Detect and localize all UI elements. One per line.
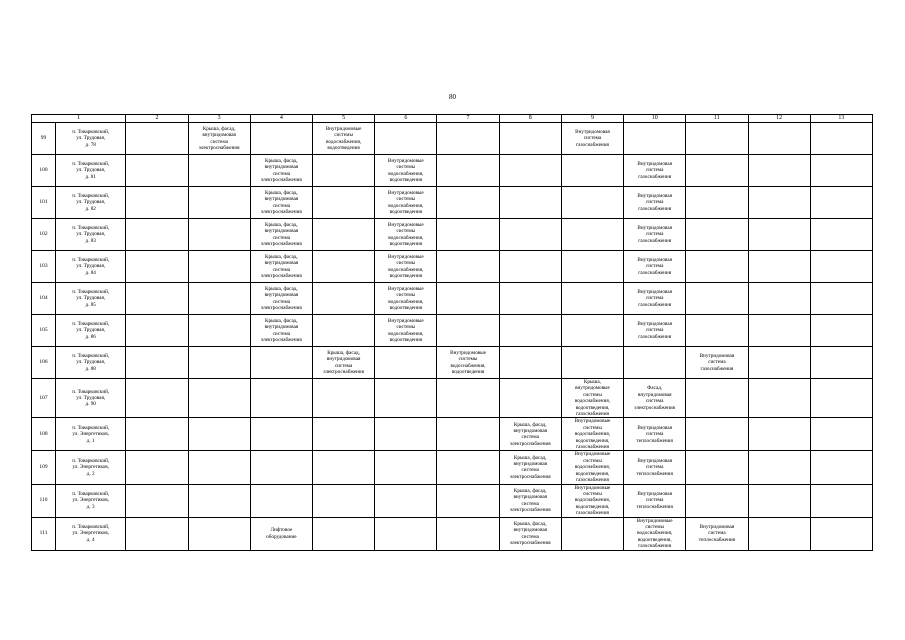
column-number-header: 4 <box>250 115 312 123</box>
work-type-cell <box>748 187 810 219</box>
column-number-header: 10 <box>624 115 686 123</box>
work-type-cell: Крыша, фасад, внутридомовая система электроснабжения <box>499 484 561 517</box>
table-body <box>32 115 873 551</box>
work-type-cell: Внутридомовые системы водоснабжения, водоотведения, газоснабжения <box>624 517 686 550</box>
work-type-cell <box>748 315 810 347</box>
work-type-cell: Внутридомовая система газоснабжения <box>624 283 686 315</box>
work-type-cell <box>250 418 312 451</box>
work-type-cell <box>810 283 872 315</box>
work-type-cell <box>748 418 810 451</box>
work-type-cell <box>312 251 374 283</box>
work-type-cell <box>437 283 499 315</box>
work-type-cell <box>561 283 623 315</box>
work-type-cell <box>312 451 374 484</box>
work-type-cell <box>437 484 499 517</box>
work-type-cell <box>126 484 188 517</box>
work-type-cell: Крыша, фасад, внутридомовая система электроснабжения <box>250 283 312 315</box>
table-row <box>32 219 873 251</box>
work-type-cell <box>810 187 872 219</box>
work-type-cell <box>561 517 623 550</box>
column-number-header: 11 <box>686 115 748 123</box>
work-type-cell <box>499 283 561 315</box>
work-type-cell <box>810 315 872 347</box>
work-type-cell: Крыша, фасад, внутридомовая система электроснабжения <box>188 123 250 155</box>
table-row <box>32 347 873 379</box>
work-type-cell <box>748 484 810 517</box>
table-row <box>32 315 873 347</box>
work-type-cell <box>748 251 810 283</box>
row-number-cell: 101 <box>32 187 56 219</box>
work-type-cell: Крыша, фасад, внутридомовая система электроснабжения <box>250 155 312 187</box>
work-type-cell: Внутридомовые системы водоснабжения, водоотведения <box>375 283 437 315</box>
work-type-cell <box>499 379 561 418</box>
work-type-cell <box>748 123 810 155</box>
work-type-cell <box>686 123 748 155</box>
work-type-cell <box>686 451 748 484</box>
address-cell: п. Товарковский, ул. Трудовая, д. 84 <box>56 251 126 283</box>
work-type-cell <box>126 418 188 451</box>
row-number-cell: 100 <box>32 155 56 187</box>
work-type-cell: Крыша, фасад, внутридомовая система электроснабжения <box>499 418 561 451</box>
work-type-cell <box>126 451 188 484</box>
work-type-cell <box>312 517 374 550</box>
work-type-cell: Внутридомовая система теплоснабжения <box>686 517 748 550</box>
table-row <box>32 123 873 155</box>
address-cell: п. Товарковский, ул. Энергетиков, д. 3 <box>56 484 126 517</box>
work-type-cell: Крыша, внутридомовые системы водоснабжения, водоотведения, газоснабжения <box>561 379 623 418</box>
page-number: 80 <box>449 93 456 101</box>
work-type-cell <box>499 219 561 251</box>
work-type-cell <box>126 187 188 219</box>
row-number-cell: 107 <box>32 379 56 418</box>
work-type-cell <box>499 347 561 379</box>
work-type-cell <box>375 517 437 550</box>
work-type-cell <box>126 517 188 550</box>
column-number-header: 13 <box>810 115 872 123</box>
work-type-cell: Фасад, внутридомовая система электроснабжения <box>624 379 686 418</box>
work-type-cell <box>188 315 250 347</box>
column-number-row <box>32 115 873 123</box>
work-type-cell <box>437 379 499 418</box>
column-number-header: 6 <box>375 115 437 123</box>
work-type-cell <box>748 451 810 484</box>
column-number-header: 2 <box>126 115 188 123</box>
work-type-cell <box>686 484 748 517</box>
work-type-cell <box>126 155 188 187</box>
work-type-cell <box>312 484 374 517</box>
work-type-cell <box>686 219 748 251</box>
work-type-cell <box>686 187 748 219</box>
work-type-cell <box>126 347 188 379</box>
row-number-cell: 111 <box>32 517 56 550</box>
work-type-cell <box>810 517 872 550</box>
work-type-cell <box>624 347 686 379</box>
work-type-cell <box>686 283 748 315</box>
table-row <box>32 418 873 451</box>
work-type-cell: Крыша, фасад, внутридомовая система электроснабжения <box>250 251 312 283</box>
capital-repair-table <box>31 114 873 551</box>
work-type-cell <box>437 251 499 283</box>
work-type-cell <box>561 155 623 187</box>
work-type-cell <box>437 315 499 347</box>
work-type-cell <box>437 155 499 187</box>
work-type-cell <box>437 517 499 550</box>
table-row <box>32 187 873 219</box>
work-type-cell <box>810 155 872 187</box>
work-type-cell: Внутридомовая система газоснабжения <box>624 315 686 347</box>
work-type-cell <box>686 418 748 451</box>
work-type-cell: Крыша, фасад, внутридомовая система электроснабжения <box>499 517 561 550</box>
work-type-cell <box>561 251 623 283</box>
table-row <box>32 155 873 187</box>
address-cell: п. Товарковский, ул. Трудовая, д. 82 <box>56 187 126 219</box>
work-type-cell <box>810 251 872 283</box>
work-type-cell: Внутридомовая система газоснабжения <box>624 187 686 219</box>
work-type-cell <box>250 484 312 517</box>
work-type-cell <box>312 315 374 347</box>
work-type-cell <box>375 347 437 379</box>
address-cell: п. Товарковский, ул. Энергетиков, д. 4 <box>56 517 126 550</box>
work-type-cell <box>624 123 686 155</box>
work-type-cell <box>748 379 810 418</box>
work-type-cell <box>748 219 810 251</box>
work-type-cell: Внутридомовая система теплоснабжения <box>624 418 686 451</box>
work-type-cell: Внутридомовая система газоснабжения <box>624 219 686 251</box>
column-number-header: 8 <box>499 115 561 123</box>
work-type-cell <box>188 379 250 418</box>
work-type-cell: Крыша, фасад, внутридомовая система электроснабжения <box>499 451 561 484</box>
work-type-cell <box>810 347 872 379</box>
row-number-cell: 103 <box>32 251 56 283</box>
work-type-cell <box>188 283 250 315</box>
work-type-cell <box>312 219 374 251</box>
work-type-cell: Внутридомовые системы водоснабжения, водоотведения <box>375 219 437 251</box>
work-type-cell: Внутридомовые системы водоснабжения, водоотведения, газоснабжения <box>561 451 623 484</box>
work-type-cell: Лифтовое оборудование <box>250 517 312 550</box>
work-type-cell <box>250 123 312 155</box>
work-type-cell <box>188 517 250 550</box>
work-type-cell <box>499 155 561 187</box>
work-type-cell <box>312 379 374 418</box>
work-type-cell <box>188 451 250 484</box>
work-type-cell <box>188 155 250 187</box>
work-type-cell <box>810 379 872 418</box>
work-type-cell <box>810 219 872 251</box>
work-type-cell <box>126 123 188 155</box>
work-type-cell <box>126 219 188 251</box>
table-row <box>32 517 873 550</box>
work-type-cell <box>686 155 748 187</box>
address-cell: п. Товарковский, ул. Энергетиков, д. 1 <box>56 418 126 451</box>
row-number-cell: 106 <box>32 347 56 379</box>
column-number-header: 7 <box>437 115 499 123</box>
address-cell: п. Товарковский, ул. Трудовая, д. 88 <box>56 347 126 379</box>
work-type-cell <box>499 315 561 347</box>
work-type-cell <box>188 187 250 219</box>
address-cell: п. Товарковский, ул. Трудовая, д. 86 <box>56 315 126 347</box>
row-number-cell: 104 <box>32 283 56 315</box>
work-type-cell <box>437 418 499 451</box>
row-number-cell: 105 <box>32 315 56 347</box>
work-type-cell <box>126 379 188 418</box>
work-type-cell <box>437 219 499 251</box>
row-number-cell: 108 <box>32 418 56 451</box>
column-number-header: 12 <box>748 115 810 123</box>
work-type-cell <box>312 155 374 187</box>
column-number-header: 9 <box>561 115 623 123</box>
row-number-cell: 99 <box>32 123 56 155</box>
work-type-cell <box>437 187 499 219</box>
work-type-cell <box>188 347 250 379</box>
work-type-cell <box>810 451 872 484</box>
work-type-cell: Внутридомовые системы водоснабжения, водоотведения <box>312 123 374 155</box>
work-type-cell <box>188 251 250 283</box>
row-number-cell: 109 <box>32 451 56 484</box>
work-type-cell: Внутридомовые системы водоснабжения, водоотведения <box>375 187 437 219</box>
work-type-cell <box>686 379 748 418</box>
work-type-cell <box>188 484 250 517</box>
work-type-cell: Крыша, фасад, внутридомовая система электроснабжения <box>250 219 312 251</box>
work-type-cell: Крыша, фасад, внутридомовая система электроснабжения <box>312 347 374 379</box>
work-type-cell <box>375 123 437 155</box>
row-number-cell: 110 <box>32 484 56 517</box>
work-type-cell <box>126 251 188 283</box>
work-type-cell: Внутридомовые системы водоснабжения, водоотведения <box>375 315 437 347</box>
work-type-cell <box>250 379 312 418</box>
work-type-cell: Внутридомовые системы водоснабжения, водоотведения, газоснабжения <box>561 418 623 451</box>
row-number-cell: 102 <box>32 219 56 251</box>
work-type-cell <box>375 451 437 484</box>
work-type-cell <box>375 418 437 451</box>
work-type-cell <box>375 379 437 418</box>
address-cell: п. Товарковский, ул. Трудовая, д. 83 <box>56 219 126 251</box>
work-type-cell <box>499 123 561 155</box>
column-number-header: 5 <box>312 115 374 123</box>
work-type-cell <box>686 251 748 283</box>
table-row <box>32 379 873 418</box>
work-type-cell: Внутридомовая система газоснабжения <box>624 155 686 187</box>
address-cell: п. Товарковский, ул. Трудовая, д. 81 <box>56 155 126 187</box>
work-type-cell: Внутридомовые системы водоснабжения, водоотведения <box>375 251 437 283</box>
work-type-cell <box>250 451 312 484</box>
work-type-cell: Внутридомовая система газоснабжения <box>561 123 623 155</box>
work-type-cell <box>748 283 810 315</box>
work-type-cell: Крыша, фасад, внутридомовая система электроснабжения <box>250 315 312 347</box>
work-type-cell <box>748 517 810 550</box>
address-cell: п. Товарковский, ул. Энергетиков, д. 2 <box>56 451 126 484</box>
work-type-cell <box>126 315 188 347</box>
work-type-cell <box>312 187 374 219</box>
column-number-header: 3 <box>188 115 250 123</box>
work-type-cell <box>810 418 872 451</box>
work-type-cell: Внутридомовая система газоснабжения <box>624 251 686 283</box>
work-type-cell: Внутридомовая система газоснабжения <box>686 347 748 379</box>
work-type-cell <box>375 484 437 517</box>
work-type-cell <box>312 418 374 451</box>
work-type-cell <box>686 315 748 347</box>
work-type-cell: Внутридомовые системы водоснабжения, водоотведения <box>437 347 499 379</box>
work-type-cell: Крыша, фасад, внутридомовая система электроснабжения <box>250 187 312 219</box>
column-number-header: 1 <box>32 115 126 123</box>
address-cell: п. Товарковский, ул. Трудовая, д. 85 <box>56 283 126 315</box>
table-row <box>32 451 873 484</box>
work-type-cell: Внутридомовая система теплоснабжения <box>624 451 686 484</box>
work-type-cell <box>437 451 499 484</box>
work-type-cell <box>499 187 561 219</box>
work-type-cell <box>312 283 374 315</box>
table-row <box>32 251 873 283</box>
address-cell: п. Товарковский, ул. Трудовая, д. 78 <box>56 123 126 155</box>
work-type-cell <box>126 283 188 315</box>
work-type-cell <box>499 251 561 283</box>
table-row <box>32 484 873 517</box>
work-type-cell <box>188 219 250 251</box>
work-type-cell <box>810 484 872 517</box>
work-type-cell <box>810 123 872 155</box>
address-cell: п. Товарковский, ул. Трудовая, д. 90 <box>56 379 126 418</box>
work-type-cell <box>250 347 312 379</box>
table-row <box>32 283 873 315</box>
work-type-cell <box>437 123 499 155</box>
work-type-cell <box>561 187 623 219</box>
work-type-cell <box>561 219 623 251</box>
work-type-cell <box>561 315 623 347</box>
work-type-cell <box>748 155 810 187</box>
work-type-cell: Внутридомовые системы водоснабжения, водоотведения, газоснабжения <box>561 484 623 517</box>
work-type-cell <box>188 418 250 451</box>
work-type-cell <box>748 347 810 379</box>
work-type-cell: Внутридомовые системы водоснабжения, водоотведения <box>375 155 437 187</box>
work-type-cell <box>561 347 623 379</box>
work-type-cell: Внутридомовая система теплоснабжения <box>624 484 686 517</box>
